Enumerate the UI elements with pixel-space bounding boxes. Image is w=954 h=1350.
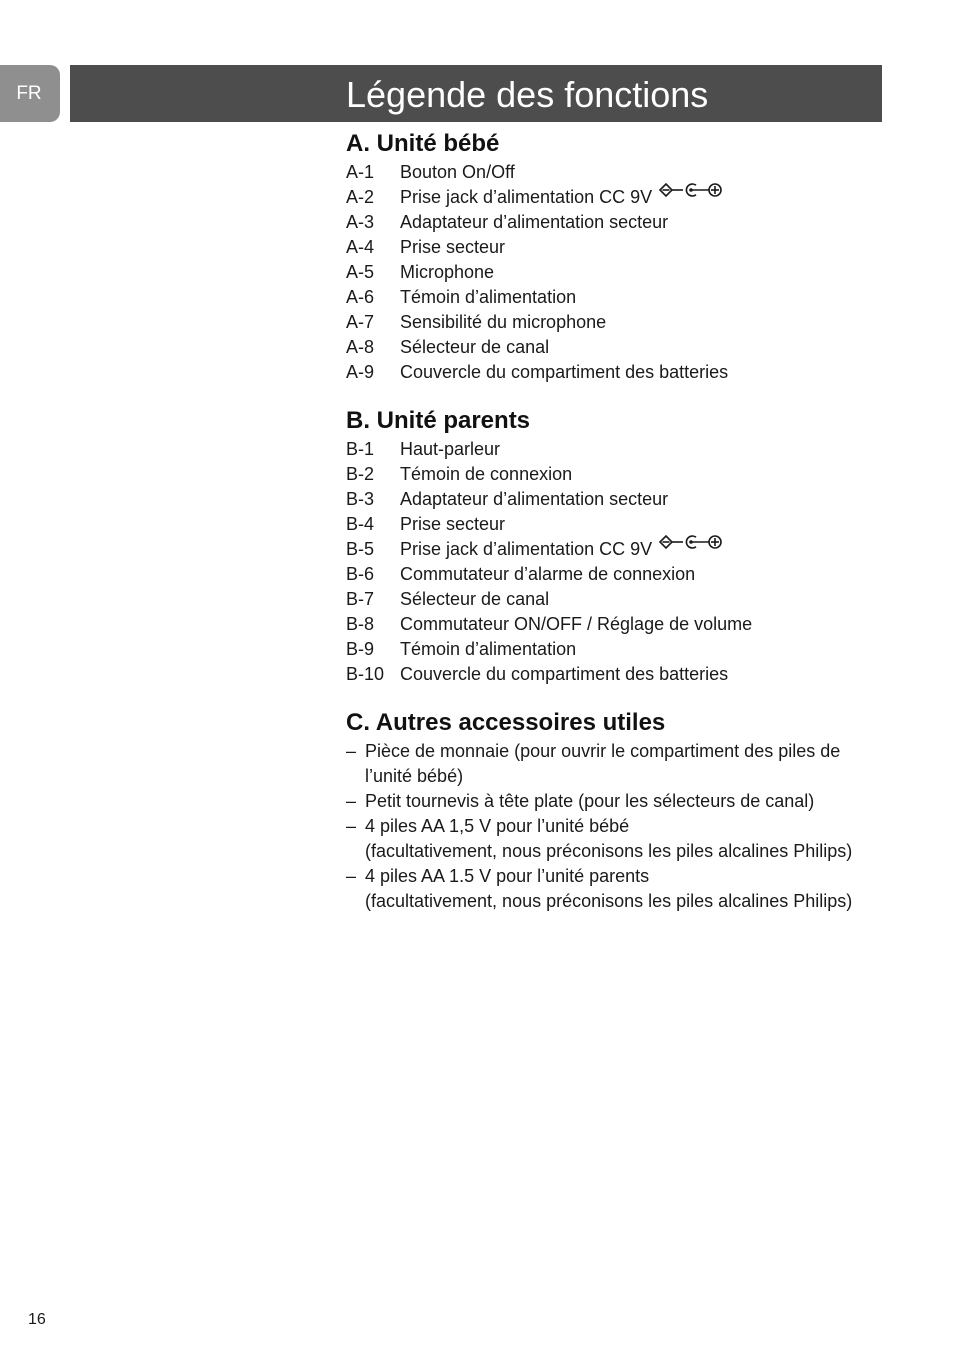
item-code: A-3: [346, 212, 375, 232]
title-bar: [70, 65, 882, 122]
item-label: Couvercle du compartiment des batteries: [400, 362, 729, 382]
item-label: Témoin d’alimentation: [400, 639, 577, 659]
item-code: A-2: [346, 187, 375, 207]
list-item: [346, 210, 882, 235]
list-item: [346, 789, 882, 814]
item-label: Sélecteur de canal: [400, 337, 550, 357]
item-code: A-9: [346, 362, 375, 382]
section-c-list: [346, 739, 882, 914]
item-label: Commutateur ON/OFF / Réglage de volume: [400, 614, 753, 634]
content-column: [346, 128, 882, 914]
item-code: B-7: [346, 589, 375, 609]
item-label: Témoin de connexion: [400, 464, 573, 484]
section-a-heading: A. Unité bébé: [346, 130, 500, 157]
list-item: [346, 814, 882, 864]
section-c-heading: C. Autres accessoires utiles: [346, 709, 666, 736]
item-code: B-1: [346, 439, 375, 459]
page-number: 16: [28, 1311, 46, 1328]
dash-bullet: –: [346, 816, 357, 836]
section-b-list: [346, 437, 882, 687]
list-item: [346, 160, 882, 185]
item-label: Prise secteur: [400, 514, 506, 534]
item-label: Couvercle du compartiment des batteries: [400, 664, 729, 684]
item-text-line: 4 piles AA 1,5 V pour l’unité bébé: [365, 816, 630, 836]
item-code: A-7: [346, 312, 375, 332]
item-label: Bouton On/Off: [400, 162, 515, 182]
list-item: [346, 637, 882, 662]
item-text-line: l’unité bébé): [365, 766, 464, 786]
list-item: [346, 360, 882, 385]
item-label: Haut-parleur: [400, 439, 501, 459]
item-label: Microphone: [400, 262, 495, 282]
list-item: [346, 864, 882, 914]
item-code: B-5: [346, 539, 375, 559]
item-text-line: Petit tournevis à tête plate (pour les sélecteurs de canal): [365, 791, 815, 811]
item-code: B-2: [346, 464, 375, 484]
item-label: Sélecteur de canal: [400, 589, 550, 609]
item-code: B-9: [346, 639, 375, 659]
section-spacer: [346, 687, 882, 707]
item-code: A-6: [346, 287, 375, 307]
list-item: [346, 587, 882, 612]
item-label: Commutateur d’alarme de connexion: [400, 564, 696, 584]
item-label: Sensibilité du microphone: [400, 312, 607, 332]
item-text-line: (facultativement, nous préconisons les piles alcalines Philips): [365, 841, 853, 861]
item-code: A-1: [346, 162, 375, 182]
item-text-line: 4 piles AA 1.5 V pour l’unité parents: [365, 866, 650, 886]
list-item: [346, 260, 882, 285]
item-text-line: (facultativement, nous préconisons les piles alcalines Philips): [365, 891, 853, 911]
item-label: Prise secteur: [400, 237, 506, 257]
item-label: Prise jack d’alimentation CC 9V: [400, 187, 653, 207]
list-item: [346, 662, 882, 687]
dash-bullet: –: [346, 866, 357, 886]
list-item: [346, 612, 882, 637]
list-item: [346, 310, 882, 335]
list-item: [346, 739, 882, 789]
list-item: [346, 437, 882, 462]
list-item: [346, 537, 882, 562]
item-code: B-8: [346, 614, 375, 634]
list-item: [346, 185, 882, 210]
section-b-heading: B. Unité parents: [346, 407, 531, 434]
item-label: Prise jack d’alimentation CC 9V: [400, 539, 653, 559]
list-item: [346, 487, 882, 512]
item-code: B-10: [346, 664, 385, 684]
item-code: A-5: [346, 262, 375, 282]
item-code: B-3: [346, 489, 375, 509]
item-label: Témoin d’alimentation: [400, 287, 577, 307]
item-text-line: Pièce de monnaie (pour ouvrir le compartiment des piles de: [365, 741, 841, 761]
section-spacer: [346, 385, 882, 405]
list-item: [346, 462, 882, 487]
dash-bullet: –: [346, 741, 357, 761]
list-item: [346, 512, 882, 537]
item-code: A-8: [346, 337, 375, 357]
section-a-list: [346, 160, 882, 385]
list-item: [346, 562, 882, 587]
item-label: Adaptateur d’alimentation secteur: [400, 489, 669, 509]
dc-polarity-icon: [659, 534, 723, 550]
list-item: [346, 335, 882, 360]
list-item: [346, 235, 882, 260]
list-item: [346, 285, 882, 310]
item-code: B-4: [346, 514, 375, 534]
item-label: Adaptateur d’alimentation secteur: [400, 212, 669, 232]
page-title: Légende des fonctions: [346, 74, 709, 115]
dc-polarity-icon: [659, 182, 723, 198]
language-tab: FR: [0, 65, 60, 122]
dash-bullet: –: [346, 791, 357, 811]
item-code: A-4: [346, 237, 375, 257]
item-code: B-6: [346, 564, 375, 584]
